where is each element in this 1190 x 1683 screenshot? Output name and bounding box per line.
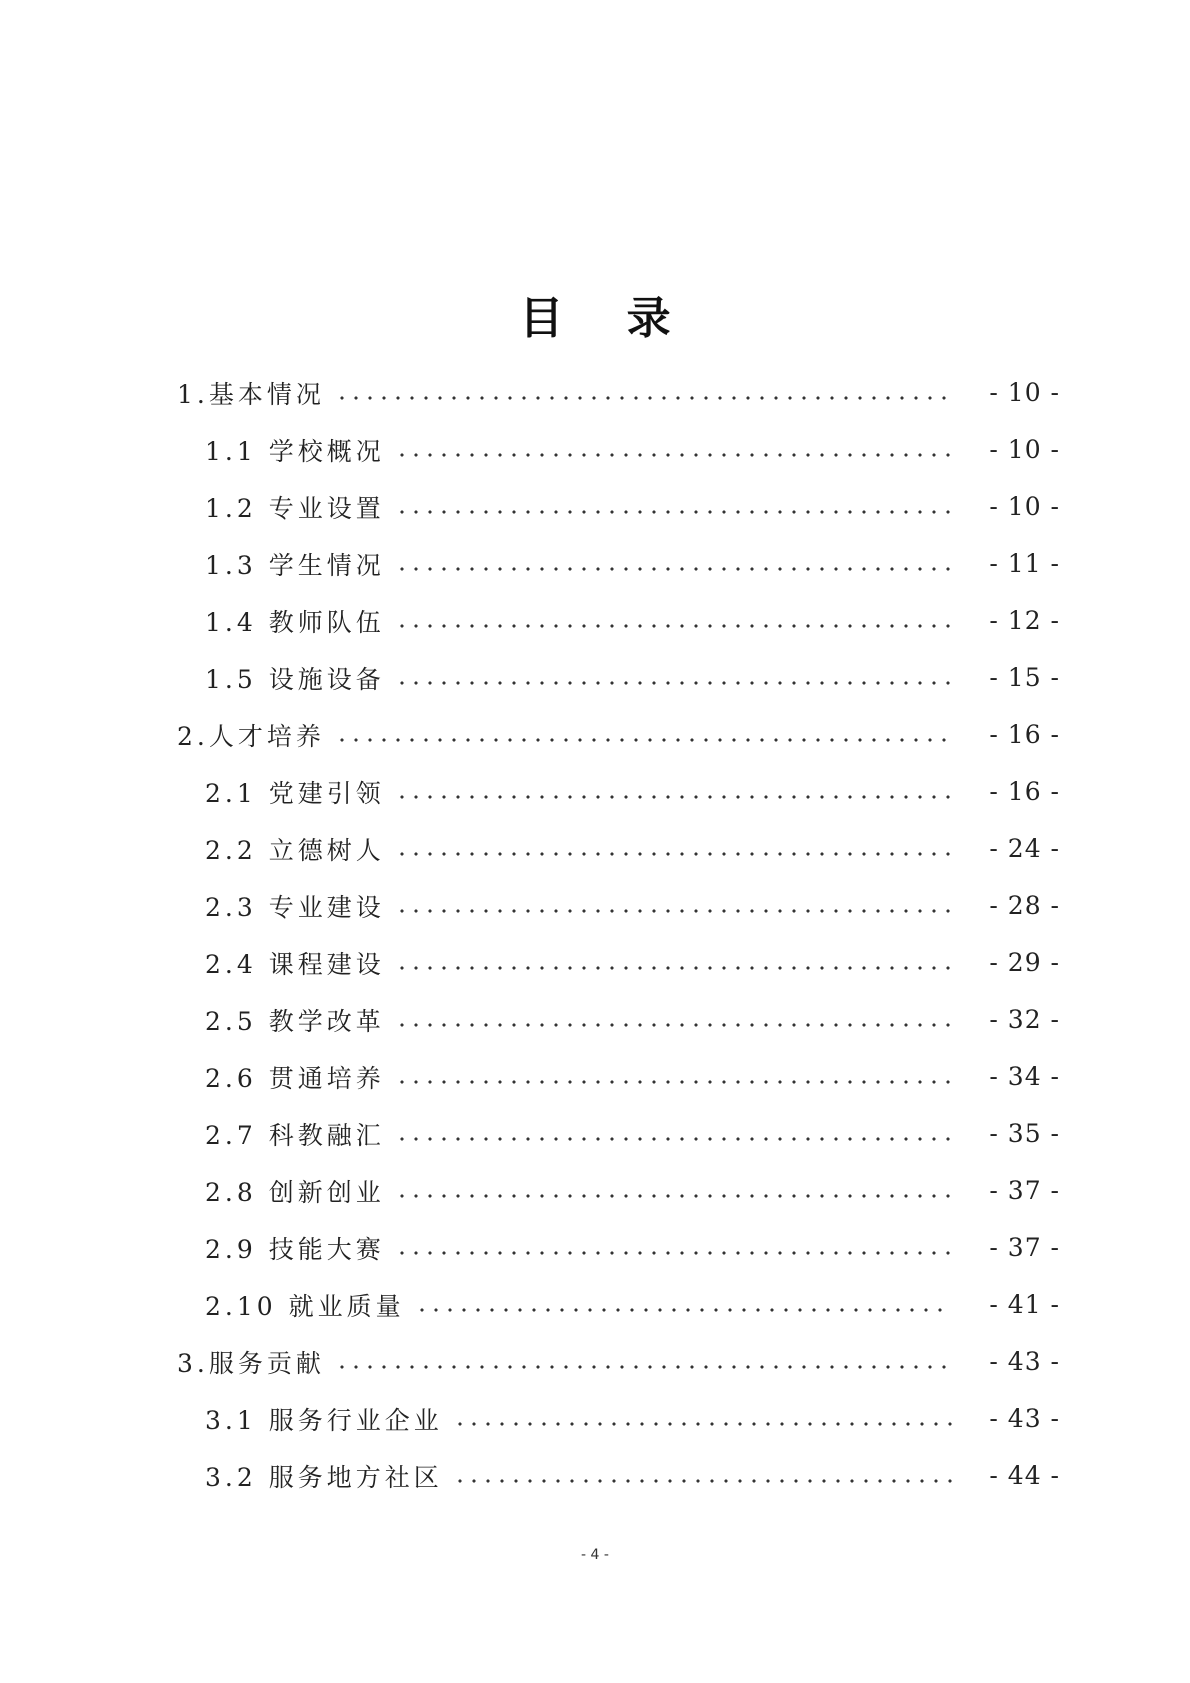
toc-entry-label: 3.2 服务地方社区	[205, 1462, 443, 1492]
toc-entry-page-number: - 35 -	[989, 1119, 1060, 1148]
toc-dot-leader	[395, 966, 952, 970]
toc-entry-page-number: - 41 -	[989, 1290, 1060, 1319]
toc-entry-label: 1.2 专业设置	[205, 493, 385, 523]
toc-entry-page-number: - 28 -	[989, 891, 1060, 920]
toc-dot-leader	[395, 510, 952, 514]
toc-dot-leader	[395, 852, 952, 856]
toc-entry-label: 2.7 科教融汇	[205, 1120, 385, 1150]
toc-entry-label: 3.服务贡献	[177, 1348, 325, 1378]
toc-dot-leader	[395, 1080, 952, 1084]
toc-section-entry[interactable]	[177, 706, 1060, 763]
toc-subsection-entry[interactable]	[177, 592, 1060, 649]
toc-dot-leader	[395, 1137, 952, 1141]
toc-entry-page-number: - 12 -	[989, 606, 1060, 635]
toc-subsection-entry[interactable]	[177, 763, 1060, 820]
toc-subsection-entry[interactable]	[177, 1276, 1060, 1333]
toc-entry-page-number: - 24 -	[989, 834, 1060, 863]
toc-dot-leader	[335, 1365, 952, 1369]
toc-entry-label: 3.1 服务行业企业	[205, 1405, 443, 1435]
toc-dot-leader	[453, 1479, 952, 1483]
toc-entry-label: 2.4 课程建设	[205, 949, 385, 979]
toc-entry-page-number: - 11 -	[989, 549, 1060, 578]
toc-entry-page-number: - 10 -	[989, 435, 1060, 464]
toc-dot-leader	[395, 1194, 952, 1198]
toc-subsection-entry[interactable]	[177, 991, 1060, 1048]
toc-subsection-entry[interactable]	[177, 421, 1060, 478]
toc-dot-leader	[395, 624, 952, 628]
toc-entry-page-number: - 37 -	[989, 1233, 1060, 1262]
toc-entry-label: 1.5 设施设备	[205, 664, 385, 694]
toc-dot-leader	[395, 567, 952, 571]
toc-entry-label: 2.6 贯通培养	[205, 1063, 385, 1093]
toc-entry-page-number: - 43 -	[989, 1347, 1060, 1376]
toc-entry-page-number: - 29 -	[989, 948, 1060, 977]
toc-subsection-entry[interactable]	[177, 649, 1060, 706]
toc-subsection-entry[interactable]	[177, 478, 1060, 535]
toc-subsection-entry[interactable]	[177, 1447, 1060, 1504]
toc-section-entry[interactable]	[177, 1333, 1060, 1390]
toc-subsection-entry[interactable]	[177, 934, 1060, 991]
toc-entry-page-number: - 16 -	[989, 720, 1060, 749]
toc-dot-leader	[395, 795, 952, 799]
toc-subsection-entry[interactable]	[177, 877, 1060, 934]
toc-entry-label: 2.人才培养	[177, 721, 325, 751]
toc-entry-label: 2.8 创新创业	[205, 1177, 385, 1207]
footer-page-number: - 4 -	[581, 1547, 609, 1563]
toc-entry-page-number: - 44 -	[989, 1461, 1060, 1490]
toc-section-entry[interactable]	[177, 364, 1060, 421]
toc-subsection-entry[interactable]	[177, 535, 1060, 592]
toc-subsection-entry[interactable]	[177, 1390, 1060, 1447]
table-of-contents	[177, 364, 1060, 1504]
toc-entry-page-number: - 15 -	[989, 663, 1060, 692]
toc-entry-page-number: - 32 -	[989, 1005, 1060, 1034]
toc-subsection-entry[interactable]	[177, 1162, 1060, 1219]
toc-entry-label: 2.3 专业建设	[205, 892, 385, 922]
toc-dot-leader	[415, 1308, 952, 1312]
toc-dot-leader	[395, 909, 952, 913]
toc-entry-label: 2.9 技能大赛	[205, 1234, 385, 1264]
toc-entry-page-number: - 16 -	[989, 777, 1060, 806]
toc-dot-leader	[335, 738, 952, 742]
toc-entry-label: 2.2 立德树人	[205, 835, 385, 865]
toc-entry-page-number: - 37 -	[989, 1176, 1060, 1205]
toc-subsection-entry[interactable]	[177, 1048, 1060, 1105]
toc-subsection-entry[interactable]	[177, 820, 1060, 877]
toc-entry-label: 2.1 党建引领	[205, 778, 385, 808]
toc-entry-label: 2.10 就业质量	[205, 1291, 405, 1321]
toc-dot-leader	[395, 681, 952, 685]
toc-entry-page-number: - 43 -	[989, 1404, 1060, 1433]
toc-entry-label: 1.4 教师队伍	[205, 607, 385, 637]
toc-entry-label: 1.基本情况	[177, 379, 325, 409]
toc-entry-label: 1.3 学生情况	[205, 550, 385, 580]
toc-subsection-entry[interactable]	[177, 1105, 1060, 1162]
toc-dot-leader	[395, 453, 952, 457]
toc-entry-label: 1.1 学校概况	[205, 436, 385, 466]
toc-entry-page-number: - 10 -	[989, 492, 1060, 521]
toc-subsection-entry[interactable]	[177, 1219, 1060, 1276]
page-title: 目 录	[519, 293, 695, 345]
toc-entry-page-number: - 10 -	[989, 378, 1060, 407]
toc-dot-leader	[395, 1251, 952, 1255]
toc-entry-label: 2.5 教学改革	[205, 1006, 385, 1036]
toc-dot-leader	[395, 1023, 952, 1027]
toc-dot-leader	[453, 1422, 952, 1426]
toc-entry-page-number: - 34 -	[989, 1062, 1060, 1091]
toc-dot-leader	[335, 396, 952, 400]
